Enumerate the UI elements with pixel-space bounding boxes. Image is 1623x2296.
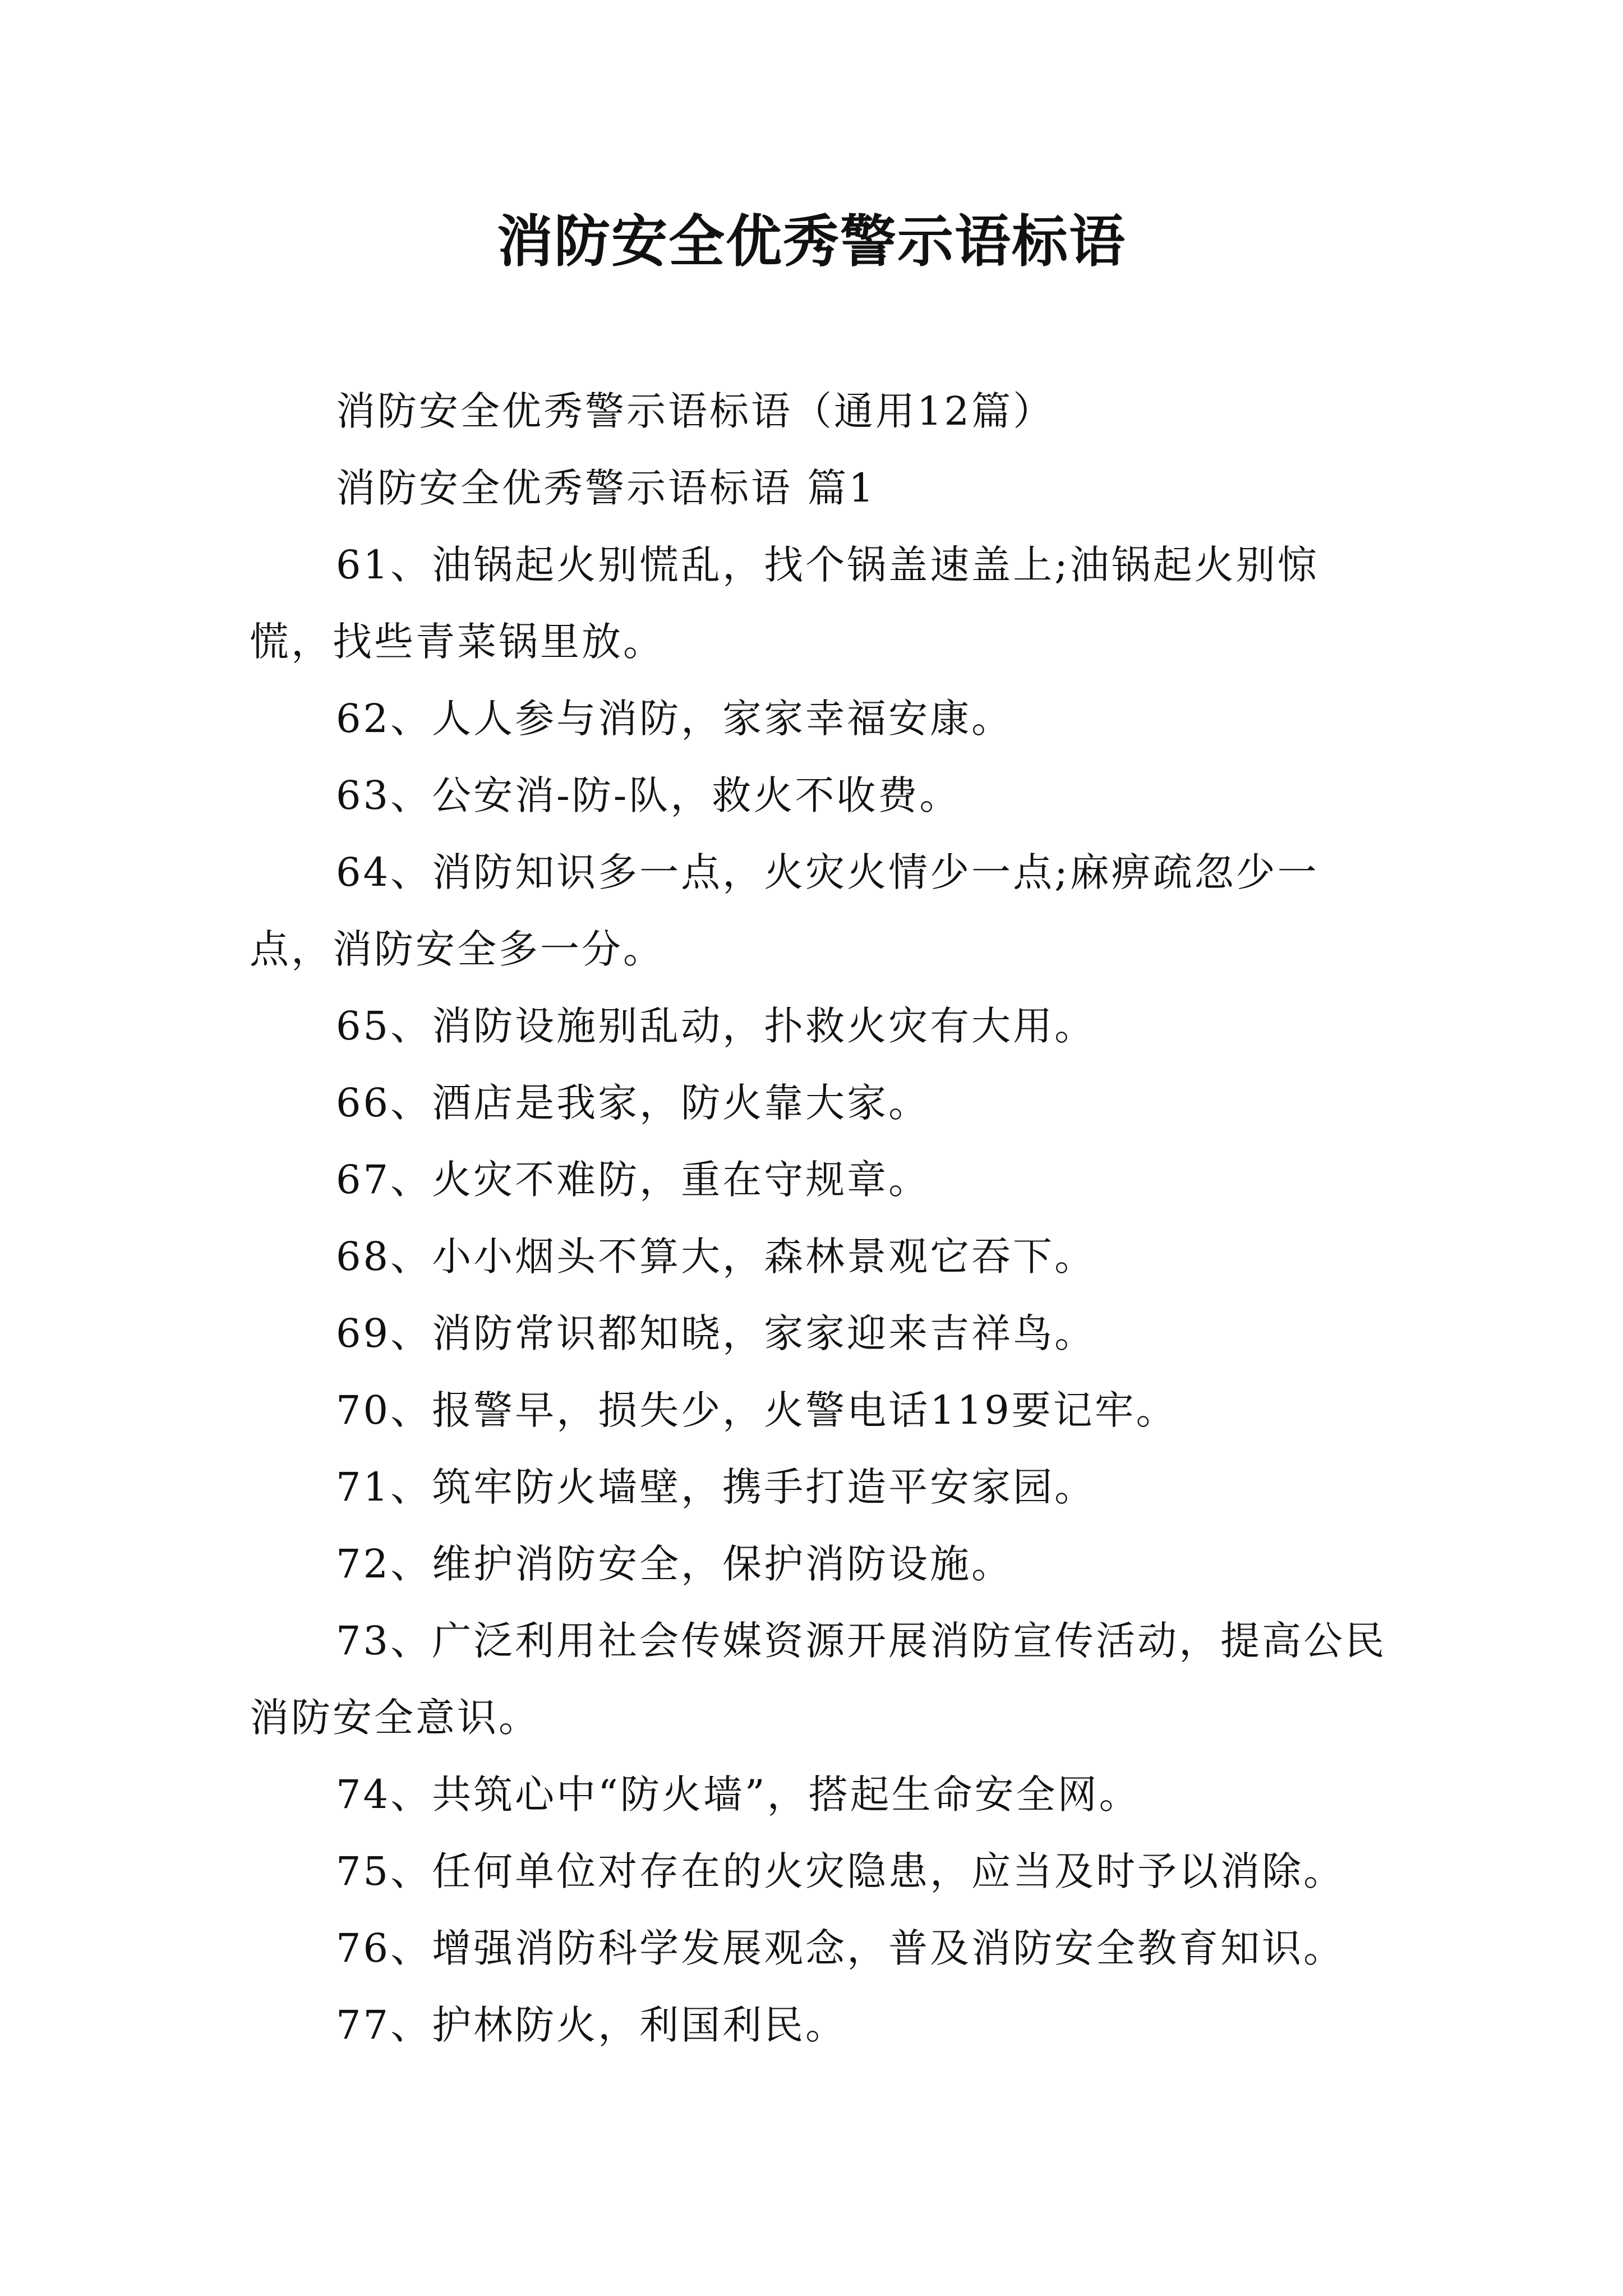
slogan-paragraph: 63、公安消-防-队，救火不收费。 (336, 772, 961, 818)
slogan-paragraph: 69、消防常识都知晓，家家迎来吉祥鸟。 (336, 1310, 1096, 1356)
slogan-paragraph: 61、油锅起火别慌乱，找个锅盖速盖上;油锅起火别惊慌，找些青菜锅里放。 (250, 542, 1319, 665)
slogan-paragraph: 67、火灾不难防，重在守规章。 (336, 1157, 930, 1203)
slogan-paragraph: 70、报警早，损失少，火警电话119要记牢。 (336, 1387, 1178, 1433)
slogan-paragraph: 73、广泛利用社会传媒资源开展消防宣传活动，提高公民消防安全意识。 (250, 1618, 1387, 1741)
slogan-paragraph: 68、小小烟头不算大，森林景观它吞下。 (336, 1234, 1096, 1280)
slogan-paragraph: 72、维护消防安全，保护消防设施。 (336, 1541, 1013, 1587)
slogan-paragraph: 66、酒店是我家，防火靠大家。 (336, 1080, 930, 1126)
slogan-paragraph: 64、消防知识多一点，火灾火情少一点;麻痹疏忽少一点，消防安全多一分。 (250, 849, 1319, 972)
slogan-paragraph: 75、任何单位对存在的火灾隐患，应当及时予以消除。 (336, 1848, 1345, 1894)
slogan-paragraph: 74、共筑心中“防火墙”，搭起生命安全网。 (336, 1772, 1141, 1818)
subtitle-paragraph: 消防安全优秀警示语标语（通用12篇） (336, 388, 1055, 434)
slogan-paragraph: 62、人人参与消防，家家幸福安康。 (336, 696, 1013, 742)
document-body (250, 373, 1399, 2064)
slogan-paragraph: 76、增强消防科学发展观念，普及消防安全教育知识。 (336, 1925, 1345, 1971)
slogan-paragraph: 65、消防设施别乱动，扑救火灾有大用。 (336, 1003, 1096, 1049)
section-heading: 消防安全优秀警示语标语 篇1 (336, 465, 876, 511)
document-title: 消防安全优秀警示语标语 (497, 208, 1126, 274)
slogan-paragraph: 77、护林防火，利国利民。 (336, 2002, 847, 2048)
slogan-paragraph: 71、筑牢防火墙壁，携手打造平安家园。 (336, 1464, 1096, 1510)
